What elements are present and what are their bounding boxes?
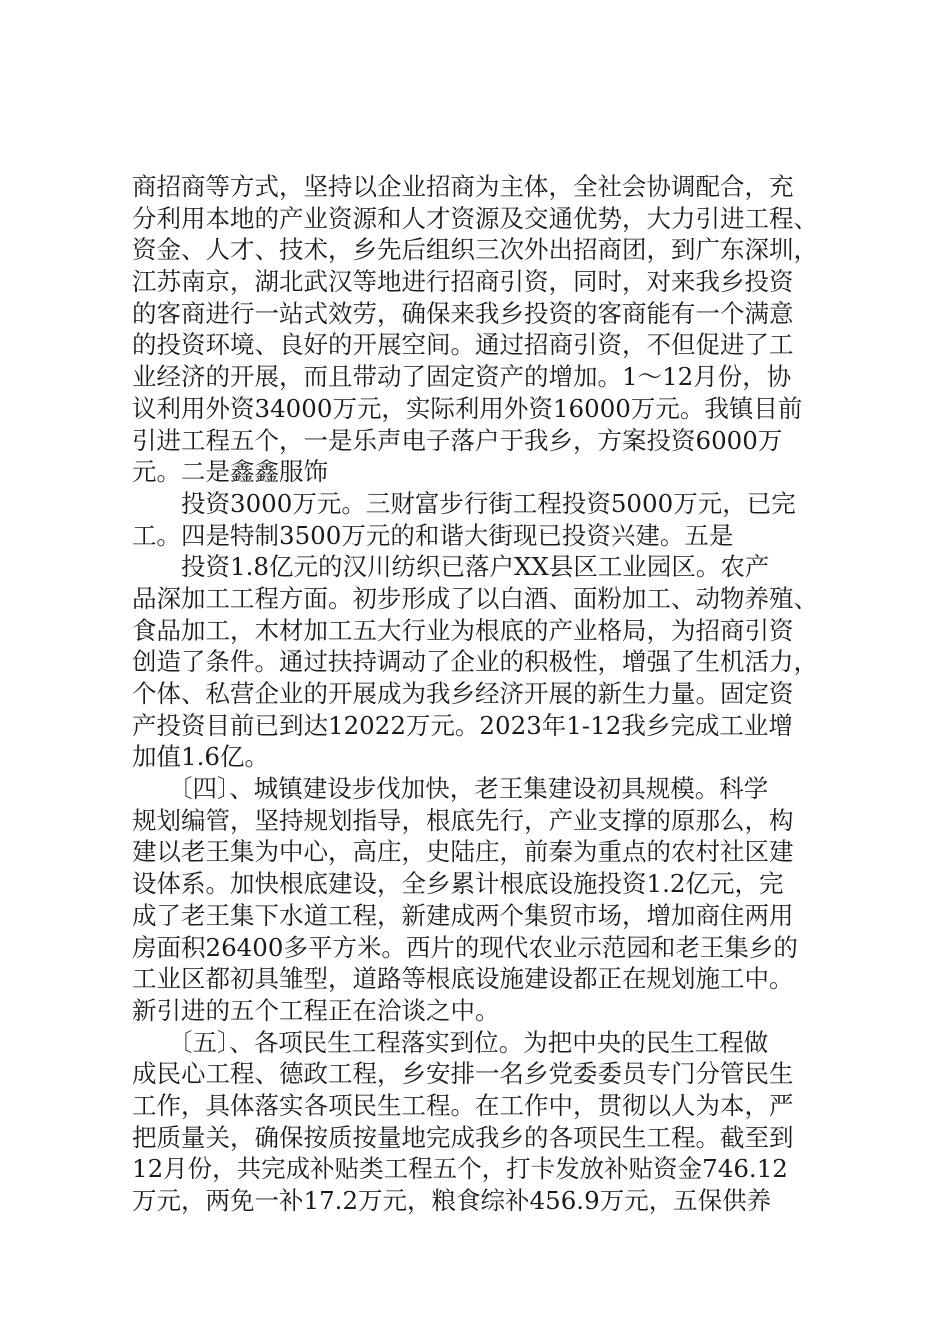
body-text [132,171,832,1217]
text-line: 的投资环境、良好的开展空间。通过招商引资，不但促进了工 [132,330,794,360]
text-line: 创造了条件。通过扶持调动了企业的积极性，增强了生机活力， [132,647,818,677]
text-line: 商招商等方式，坚持以企业招商为主体，全社会协调配合，充 [132,172,794,201]
text-line: 12月份，共完成补贴类工程五个，打卡发放补贴资金746.12 [132,1154,788,1184]
text-line: 房面积26400多平方米。西片的现代农业示范园和老王集乡的 [132,932,798,962]
text-line: 个体、私营企业的开展成为我乡经济开展的新生力量。固定资 [132,679,794,708]
text-line: 业经济的开展，而且带动了固定资产的增加。1～12月份，协 [132,362,792,392]
text-line: 工作，具体落实各项民生工程。在工作中，贯彻以人为本，严 [132,1090,794,1120]
text-line: 〔五〕、各项民生工程落实到位。为把中央的民生工程做 [168,1027,769,1057]
text-line: 设体系。加快根底建设，全乡累计根底设施投资1.2亿元，完 [132,869,784,899]
text-line: 元。二是鑫鑫服饰 [132,457,328,487]
text-line: 江苏南京，湖北武汉等地进行招商引资，同时，对来我乡投资 [132,267,794,297]
text-line: 的客商进行一站式效劳，确保来我乡投资的客商能有一个满意 [132,298,794,328]
text-line: 新引进的五个工程正在洽谈之中。 [132,995,500,1025]
text-line: 分利用本地的产业资源和人才资源及交通优势，大力引进工程、 [132,203,818,233]
text-line: 〔四〕、城镇建设步伐加快，老王集建设初具规模。科学 [168,774,769,804]
text-line: 工业区都初具雏型，道路等根底设施建设都正在规划施工中。 [132,964,794,994]
text-line: 投资3000万元。三财富步行街工程投资5000万元，已完 [181,488,796,518]
text-line: 成了老王集下水道工程，新建成两个集贸市场，增加商住两用 [132,900,794,930]
text-line: 规划编管，坚持规划指导，根底先行，产业支撑的原那么，构 [132,805,794,835]
text-line: 品深加工工程方面。初步形成了以白酒、面粉加工、动物养殖、 [132,583,818,613]
text-line: 加值1.6亿。 [132,742,269,772]
text-line: 食品加工，木材加工五大行业为根底的产业格局，为招商引资 [132,615,794,645]
text-line: 议利用外资34000万元，实际利用外资16000万元。我镇目前 [132,393,803,423]
text-line: 投资1.8亿元的汉川纺织已落户XX县区工业园区。农产 [181,552,770,582]
text-line: 万元，两免一补17.2万元，粮食综补456.9万元，五保供养 [132,1186,772,1215]
text-line: 产投资目前已到达12022万元。2023年1-12我乡完成工业增 [132,710,793,740]
text-line: 把质量关，确保按质按量地完成我乡的各项民生工程。截至到 [132,1122,794,1152]
text-line: 成民心工程、德政工程，乡安排一名乡党委委员专门分管民生 [132,1059,794,1089]
text-line: 资金、人才、技术，乡先后组织三次外出招商团，到广东深圳， [132,235,818,265]
text-line: 工。四是特制3500万元的和谐大街现已投资兴建。五是 [132,520,734,550]
text-line: 引进工程五个，一是乐声电子落户于我乡，方案投资6000万 [132,425,783,455]
text-line: 建以老王集为中心，高庄，史陆庄，前秦为重点的农村社区建 [132,837,794,867]
